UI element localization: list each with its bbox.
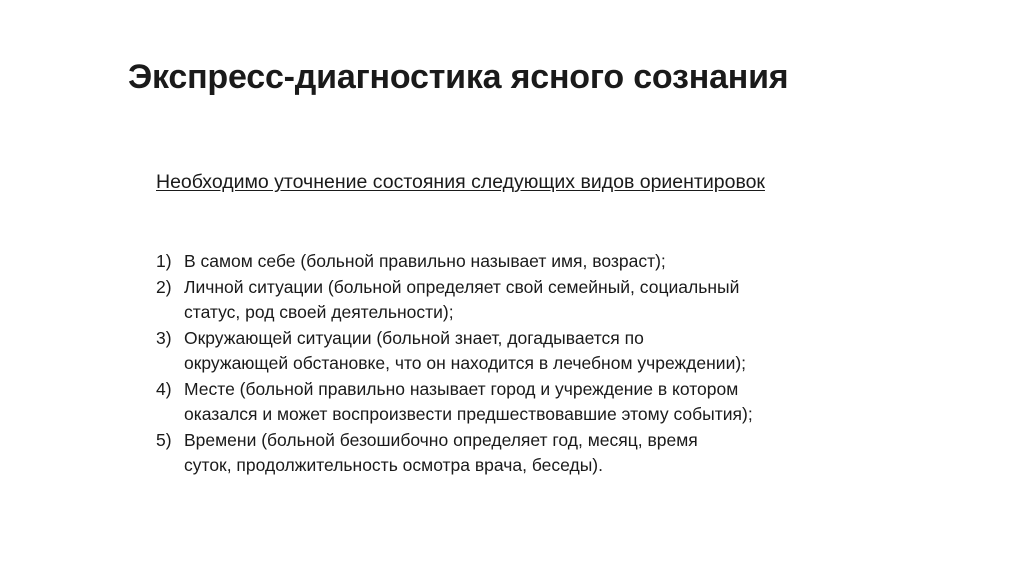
- list-item-text: [184, 428, 856, 479]
- list-item-line: Личной ситуации (больной определяет свой семейный, социальный: [184, 276, 740, 297]
- list-item-number: 1): [156, 251, 172, 271]
- list-item-number: 4): [156, 378, 172, 399]
- list-item-line: суток, продолжительность осмотра врача, беседы).: [184, 455, 603, 475]
- slide-subtitle: Необходимо уточнение состояния следующих видов ориентировок: [156, 171, 765, 193]
- slide-title: Экспресс-диагностика ясного сознания: [128, 58, 789, 96]
- list-item-number: 5): [156, 429, 172, 450]
- list-item: [156, 275, 856, 326]
- list-item-line: Окружающей ситуации (больной знает, догадывается по: [184, 327, 644, 348]
- list-item-text: [184, 326, 856, 377]
- list-item-line: окружающей обстановке, что он находится в лечебном учреждении);: [184, 353, 747, 373]
- list-item-number: 2): [156, 276, 172, 297]
- list-item: [156, 249, 856, 275]
- list-item-line: Времени (больной безошибочно определяет год, месяц, время: [184, 429, 698, 450]
- list-item: [156, 326, 856, 377]
- list-item: [156, 428, 856, 479]
- list-item-line: В самом себе (больной правильно называет имя, возраст);: [184, 251, 666, 271]
- list-item-number: 3): [156, 327, 172, 348]
- list-item-text: [184, 249, 856, 275]
- list-item-line: оказался и может воспроизвести предшествовавшие этому события);: [184, 404, 753, 424]
- list-item-text: [184, 377, 856, 428]
- orientation-list: [156, 249, 856, 479]
- list-item-line: Месте (больной правильно называет город и учреждение в котором: [184, 378, 739, 399]
- list-item-text: [184, 275, 856, 326]
- list-item-line: статус, род своей деятельности);: [184, 302, 454, 322]
- list-item: [156, 377, 856, 428]
